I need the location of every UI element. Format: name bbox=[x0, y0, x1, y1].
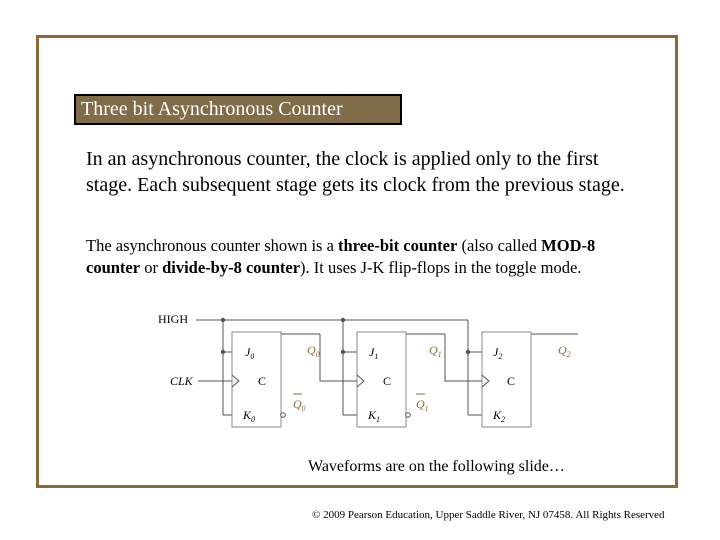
desc-text-3: or bbox=[140, 258, 163, 277]
q0bar-label: $Q_0$ bbox=[293, 397, 306, 413]
ff1-k-label: $K_1$ bbox=[368, 408, 381, 424]
qbar1-bubble bbox=[406, 413, 411, 418]
desc-text-2: (also called bbox=[457, 236, 542, 255]
slide-title-text: Three bit Asynchronous Counter bbox=[81, 98, 343, 120]
ff0-k-label: $K_0$ bbox=[243, 408, 256, 424]
junction-dot bbox=[221, 350, 225, 354]
clk-label: CLK bbox=[170, 374, 193, 388]
copyright-notice: © 2009 Pearson Education, Upper Saddle River, NJ 07458. All Rights Reserved bbox=[312, 509, 665, 521]
desc-text-1: The asynchronous counter shown is a bbox=[86, 236, 339, 255]
ff0-j-label: $J_0$ bbox=[245, 345, 255, 361]
desc-bold-three-bit: three-bit counter bbox=[338, 236, 458, 255]
desc-bold-divide-by-8: divide-by-8 counter bbox=[162, 258, 301, 277]
q1-to-clk2-wire bbox=[445, 334, 482, 381]
q1bar-label: $Q_1$ bbox=[416, 397, 429, 413]
flipflop-0 bbox=[232, 332, 281, 427]
ff2-k-label: $K_2$ bbox=[493, 408, 506, 424]
junction-dot bbox=[341, 318, 345, 322]
qbar0-bubble bbox=[281, 413, 286, 418]
q1-label: $Q_1$ bbox=[429, 343, 442, 359]
ff0-c-label: C bbox=[258, 374, 267, 388]
ff2-c-label: C bbox=[507, 374, 516, 388]
slide-title bbox=[74, 94, 402, 125]
waveform-note: Waveforms are on the following slide… bbox=[308, 458, 565, 475]
desc-bold-mod8: MOD-8 counter bbox=[86, 236, 596, 277]
desc-text-4: ). It uses J-K flip-flops in the toggle mode. bbox=[300, 258, 582, 277]
junction-dot bbox=[221, 318, 225, 322]
junction-dot bbox=[466, 350, 470, 354]
counter-circuit-diagram bbox=[150, 305, 600, 440]
junction-dot bbox=[341, 350, 345, 354]
description-paragraph bbox=[86, 235, 646, 279]
ff2-j-label: $J_2$ bbox=[493, 345, 503, 361]
q2-label: $Q_2$ bbox=[558, 343, 571, 359]
ff1-j-label: $J_1$ bbox=[369, 345, 379, 361]
q0-label: $Q_0$ bbox=[307, 343, 320, 359]
q0-to-clk1-wire bbox=[320, 334, 357, 381]
intro-paragraph: In an asynchronous counter, the clock is applied only to the first stage. Each subsequent stage gets its clock from the previous stage. bbox=[86, 148, 625, 196]
ff1-c-label: C bbox=[383, 374, 392, 388]
flipflop-1 bbox=[357, 332, 406, 427]
high-label: HIGH bbox=[158, 312, 188, 326]
